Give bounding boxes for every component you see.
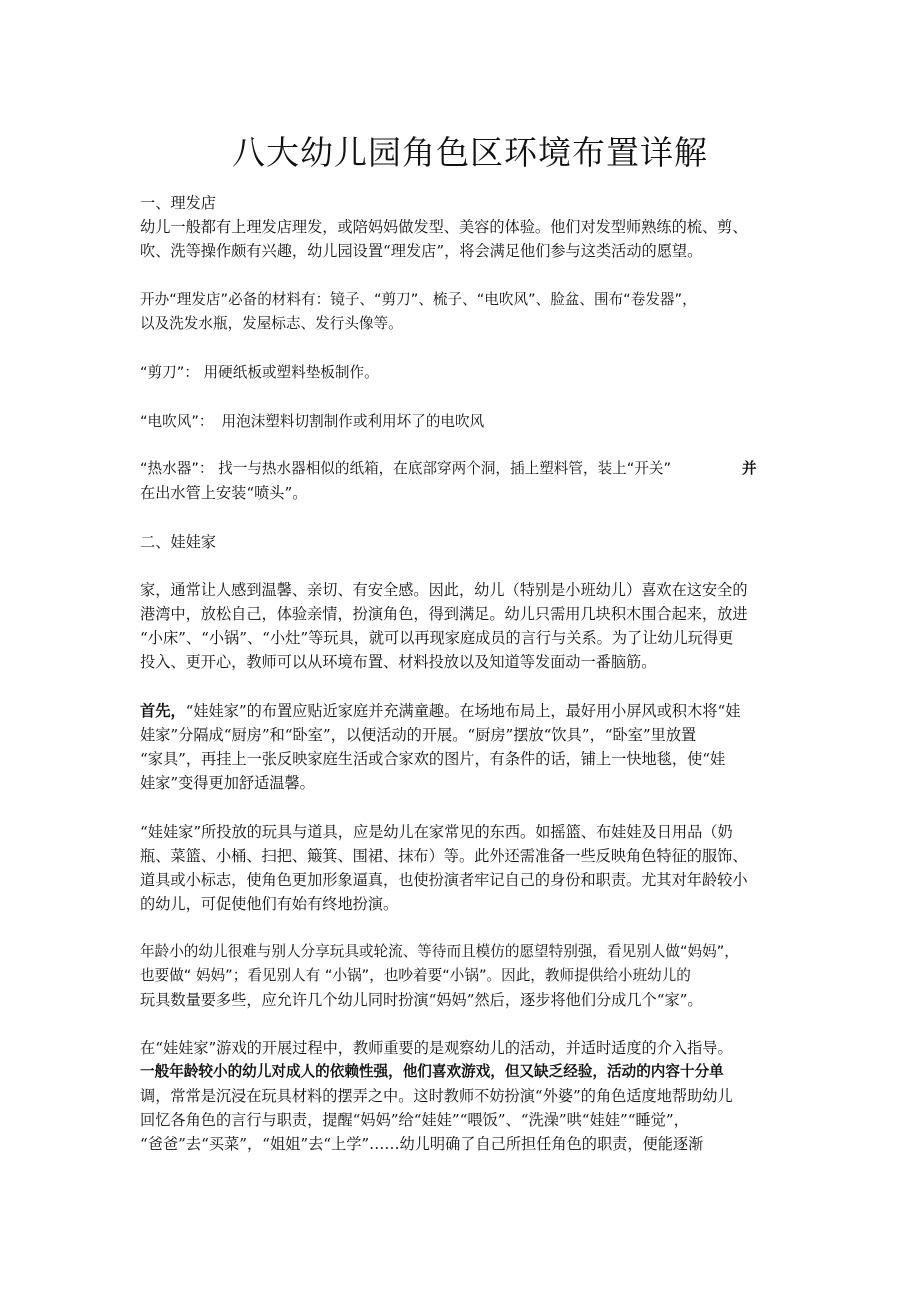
paragraph-line: “热水器”： 找一与热水器相似的纸箱，在底部穿两个洞，插上塑料管，装上“开关”	[140, 460, 672, 477]
dryer-label: “电吹风”：	[140, 413, 214, 430]
paragraph-line: 以及洗发水瓶，发屋标志、发行头像等。	[140, 315, 403, 332]
paragraph-text: “娃娃家”的布置应贴近家庭并充满童趣。在场地布局上，最好用小屏风或积木将“娃	[185, 702, 741, 720]
paragraph-line: 的幼儿，可促使他们有始有终地扮演。	[140, 895, 399, 913]
paragraph-line: 年龄小的幼儿很难与别人分享玩具或轮流、等待而且模仿的愿望特别强，看见别人做“妈妈”，	[140, 943, 739, 960]
section-heading-barbershop: 一、理发店	[140, 194, 216, 212]
paragraph-line: 幼儿一般都有上理发店理发，或陪妈妈做发型、美容的体验。他们对发型师熟练的梳、剪、	[140, 218, 748, 236]
paragraph-line: 港湾中，放松自己，体验亲情，扮演角色，得到满足。幼儿只需用几块积木围合起来，放进	[140, 605, 748, 623]
paragraph-line-bold: 一般年龄较小的幼儿对成人的依赖性强，他们喜欢游戏，但又缺乏经验，活动的内容十分单	[140, 1063, 724, 1080]
lead-word-first: 首先，	[140, 702, 186, 720]
paragraph-line: 在出水管上安装“喷头”。	[140, 484, 308, 502]
paragraph-scissors: “剪刀”： 用硬纸板或塑料垫板制作。	[140, 364, 379, 381]
paragraph-line: “小床”、“小锅”、“小灶”等玩具，就可以再现家庭成员的言行与关系。为了让幼儿玩得更	[140, 629, 734, 647]
section-heading-dollhouse: 二、娃娃家	[140, 533, 216, 551]
paragraph-line: 调，常常是沉浸在玩具材料的摆弄之中。这时教师不妨扮演“外婆”的角色适度地帮助幼儿	[140, 1087, 733, 1105]
document-page	[140, 0, 800, 1302]
paragraph-line: 娃家”分隔成“厨房”和“卧室”，以便活动的开展。“厨房”摆放“饮具”，“卧室”里放置	[140, 726, 697, 744]
paragraph-line: 家，通常让人感到温馨、亲切、有安全感。因此，幼儿（特别是小班幼儿）喜欢在这安全的	[140, 581, 748, 599]
paragraph-line: 投入、更开心，教师可以从环境布置、材料投放以及知道等发面动一番脑筋。	[140, 653, 657, 671]
dryer-text: 用泡沫塑料切割制作或利用坏了的电吹风	[221, 413, 485, 430]
paragraph-line: 开办“理发店”必备的材料有：镜子、“剪刀”、梳子、“电吹风”、脸盆、围布“卷发器”，	[140, 291, 697, 308]
heater-and-word: 并	[742, 460, 757, 477]
paragraph-line: 也要做“ 妈妈”；看见别人有 “小锅”，也吵着要“小锅”。因此，教师提供给小班幼儿的	[140, 967, 691, 984]
paragraph-line: 道具或小标志，使角色更加形象逼真，也使扮演者牢记自己的身份和职责。尤其对年龄较小	[140, 871, 748, 889]
paragraph-line: “爸爸”去“买菜”，“姐姐”去“上学”……幼儿明确了自己所担任角色的职责，便能逐渐	[140, 1135, 704, 1153]
paragraph-line: 娃家”变得更加舒适温馨。	[140, 774, 315, 792]
paragraph-line: 瓶、菜篮、小桶、扫把、簸箕、围裙、抹布）等。此外还需准备一些反映角色特征的服饰、	[140, 847, 748, 865]
paragraph-line	[140, 699, 740, 723]
paragraph-line: “家具”，再挂上一张反映家庭生活或合家欢的图片，有条件的话，铺上一快地毯，使“娃	[140, 750, 726, 768]
paragraph-line: “娃娃家”所投放的玩具与道具，应是幼儿在家常见的东西。如摇篮、布娃娃及日用品（奶	[140, 823, 733, 841]
paragraph-line: 玩具数量要多些，应允许几个幼儿同时扮演“妈妈”然后，逐步将他们分成几个“家”。	[140, 991, 703, 1009]
paragraph-line: 回忆各角色的言行与职责，提醒“妈妈”给“娃娃”“喂饭”、“洗澡”哄“娃娃”“睡觉”，	[140, 1111, 689, 1129]
paragraph-dryer	[140, 409, 484, 434]
document-title: 八大幼儿园角色区环境布置详解	[232, 133, 708, 172]
paragraph-line: 吹、洗等操作颇有兴趣，幼儿园设置“理发店”，将会满足他们参与这类活动的愿望。	[140, 242, 703, 260]
paragraph-line: 在“娃娃家”游戏的开展过程中，教师重要的是观察幼儿的活动，并适时适度的介入指导。	[140, 1039, 733, 1057]
